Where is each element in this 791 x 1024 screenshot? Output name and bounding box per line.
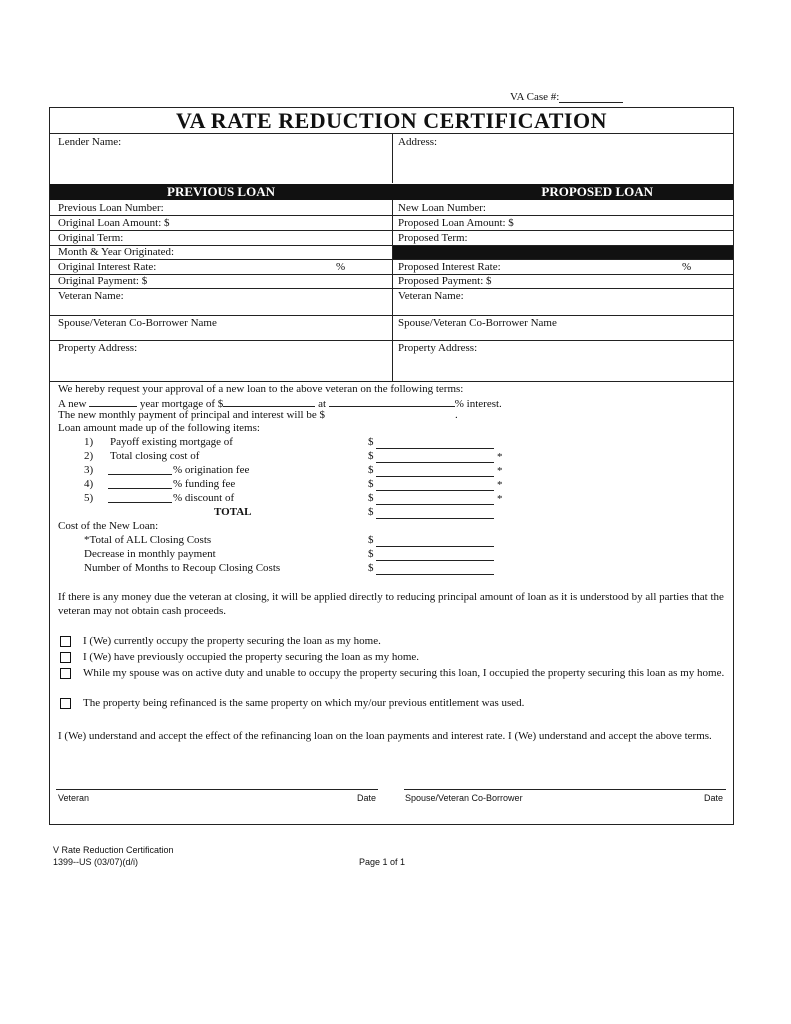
cost-item-label: Decrease in monthly payment [84, 548, 216, 560]
row-line [50, 340, 733, 341]
veteran-date-label: Date [357, 793, 377, 803]
asterisk: * [497, 479, 503, 491]
total-label: TOTAL [214, 506, 252, 518]
discount-percent-field[interactable] [108, 492, 172, 503]
dollar-sign: $ [368, 436, 374, 448]
dollar-sign: $ [368, 562, 374, 574]
original-rate-percent: % [336, 261, 346, 273]
terms-intro: We hereby request your approval of a new loan to the above veteran on the following terms: [58, 383, 464, 395]
dollar-sign: $ [368, 492, 374, 504]
discount-amount-field[interactable] [376, 492, 494, 505]
occupancy-checkbox-4[interactable] [60, 698, 71, 709]
cost-heading: Cost of the New Loan: [58, 520, 159, 532]
previous-property-address[interactable]: Property Address: [58, 342, 138, 354]
previous-veteran-name[interactable]: Veteran Name: [58, 290, 124, 302]
dollar-sign: $ [368, 478, 374, 490]
recoup-months-field[interactable] [376, 562, 494, 575]
asterisk: * [497, 465, 503, 477]
all-closing-costs-field[interactable] [376, 534, 494, 547]
item-number: 2) [84, 450, 94, 462]
proposed-payment[interactable]: Proposed Payment: $ [398, 275, 492, 287]
item-label: % funding fee [173, 478, 236, 490]
origination-percent-field[interactable] [108, 464, 172, 475]
dollar-sign: $ [368, 548, 374, 560]
acceptance-statement: I (We) understand and accept the effect of the refinancing loan on the loan payments and interest rate. I (We) understand and accept the above terms. [58, 730, 712, 742]
funding-percent-field[interactable] [108, 478, 172, 489]
asterisk: * [497, 493, 503, 505]
item-label: % discount of [173, 492, 235, 504]
dollar-sign: $ [368, 464, 374, 476]
closing-cost-amount-field[interactable] [376, 450, 494, 463]
occupancy-label-2: I (We) have previously occupied the property securing the loan as my home. [83, 651, 420, 663]
lender-name-field[interactable] [58, 150, 388, 182]
period-text: . [455, 409, 458, 421]
at-text: at [318, 398, 327, 410]
dollar-sign: $ [368, 450, 374, 462]
payment-decrease-field[interactable] [376, 548, 494, 561]
original-term[interactable]: Original Term: [58, 232, 124, 244]
monthly-payment-line [58, 409, 458, 422]
row-line [50, 259, 733, 260]
item-number: 1) [84, 436, 94, 448]
footer-form-code: 1399--US (03/07)(d/i) [53, 857, 139, 867]
item-number: 4) [84, 478, 94, 490]
footer-page-number: Page 1 of 1 [359, 857, 406, 867]
proposed-veteran-name[interactable]: Veteran Name: [398, 290, 464, 302]
occupancy-checkbox-1[interactable] [60, 636, 71, 647]
top-divider [392, 133, 393, 183]
month-year-originated[interactable]: Month & Year Originated: [58, 246, 175, 258]
new-loan-number[interactable]: New Loan Number: [398, 202, 486, 214]
loan-table-divider [392, 200, 393, 381]
occupancy-checkbox-3[interactable] [60, 668, 71, 679]
item-number: 5) [84, 492, 94, 504]
blocked-cell [393, 246, 733, 259]
address-label: Address: [398, 136, 438, 148]
previous-spouse-name[interactable]: Spouse/Veteran Co-Borrower Name [58, 317, 217, 329]
occupancy-label-3: While my spouse was on active duty and unable to occupy the property securing this loan, I occupied the property securing this loan as my home. [83, 667, 725, 679]
address-field[interactable] [398, 150, 728, 182]
dollar-sign: $ [368, 534, 374, 546]
item-number: 3) [84, 464, 94, 476]
interest-rate-field[interactable] [329, 396, 455, 407]
item-label: % origination fee [173, 464, 250, 476]
va-case-label: VA Case #: [510, 91, 560, 103]
veteran-signature-line[interactable] [56, 789, 378, 790]
occupancy-label-1: I (We) currently occupy the property securing the loan as my home. [83, 635, 381, 647]
lender-name-label: Lender Name: [58, 136, 122, 148]
year-mortgage-text: year mortgage of $ [139, 398, 224, 410]
row-line [50, 230, 733, 231]
proposed-spouse-name[interactable]: Spouse/Veteran Co-Borrower Name [398, 317, 557, 329]
row-line [50, 315, 733, 316]
row-line [50, 381, 733, 382]
va-case-number [510, 91, 623, 103]
original-loan-amount[interactable]: Original Loan Amount: $ [58, 217, 170, 229]
item-label: Payoff existing mortgage of [110, 436, 233, 448]
veteran-signature-label: Veteran [58, 793, 90, 803]
row-line [50, 215, 733, 216]
occupancy-checkbox-2[interactable] [60, 652, 71, 663]
years-field[interactable] [89, 396, 137, 407]
payoff-amount-field[interactable] [376, 436, 494, 449]
proposed-loan-heading: PROPOSED LOAN [541, 184, 653, 199]
footer-form-name: V Rate Reduction Certification [53, 845, 174, 855]
row-line [50, 288, 733, 289]
items-intro: Loan amount made up of the following items: [58, 422, 260, 434]
occupancy-label-4: The property being refinanced is the same property on which my/our previous entitlement was used. [83, 697, 525, 709]
proposed-loan-amount[interactable]: Proposed Loan Amount: $ [398, 217, 514, 229]
proposed-rate-percent: % [682, 261, 692, 273]
cost-item-label: Number of Months to Recoup Closing Costs [84, 562, 281, 574]
spouse-date-label: Date [704, 793, 724, 803]
spouse-signature-label: Spouse/Veteran Co-Borrower [405, 793, 523, 803]
interest-text: % interest. [454, 398, 502, 410]
proposed-interest-rate[interactable]: Proposed Interest Rate: [398, 261, 501, 273]
row-line [50, 274, 733, 275]
asterisk: * [497, 451, 503, 463]
dollar-sign: $ [368, 506, 374, 518]
va-case-field[interactable] [559, 92, 623, 103]
total-amount-field[interactable] [376, 506, 494, 519]
cash-notice: If there is any money due the veteran at closing, it will be applied directly to reducing principal amount of loan as it is understood by all parties that the veteran may not obtain cash proceeds. [58, 591, 724, 617]
funding-amount-field[interactable] [376, 478, 494, 491]
previous-loan-number[interactable]: Previous Loan Number: [58, 202, 164, 214]
previous-loan-heading: PREVIOUS LOAN [167, 184, 275, 199]
a-new-text: A new [58, 398, 87, 410]
mortgage-amount-field[interactable] [223, 396, 315, 407]
form-title: VA RATE REDUCTION CERTIFICATION [176, 108, 607, 133]
origination-amount-field[interactable] [376, 464, 494, 477]
proposed-property-address[interactable]: Property Address: [398, 342, 478, 354]
item-label: Total closing cost of [110, 450, 200, 462]
spouse-signature-line[interactable] [404, 789, 726, 790]
proposed-term[interactable]: Proposed Term: [398, 232, 468, 244]
original-payment[interactable]: Original Payment: $ [58, 275, 148, 287]
cost-item-label: *Total of ALL Closing Costs [84, 534, 212, 546]
monthly-payment-text: The new monthly payment of principal and interest will be $ [58, 409, 325, 421]
original-interest-rate[interactable]: Original Interest Rate: [58, 261, 157, 273]
